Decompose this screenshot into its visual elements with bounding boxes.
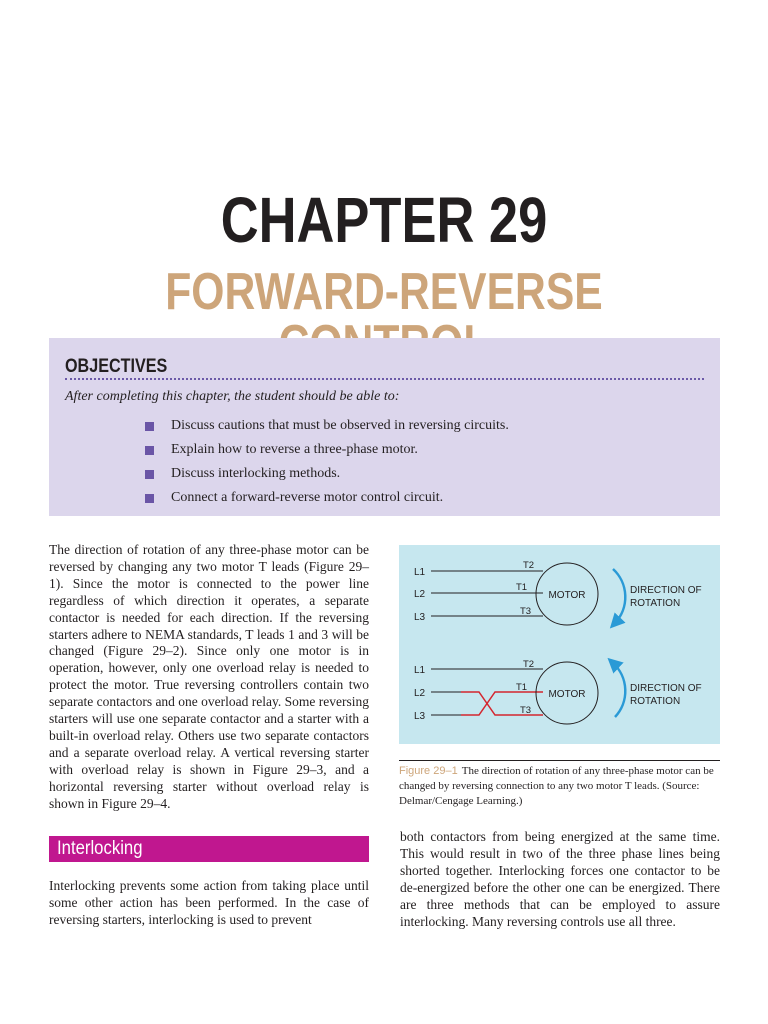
objectives-box	[49, 338, 720, 516]
line-label: L2	[414, 688, 426, 699]
rotation-arrow-icon	[613, 569, 625, 623]
rotation-arrow-icon	[613, 663, 625, 717]
direction-label: DIRECTION OF	[630, 683, 702, 694]
objective-text: Explain how to reverse a three-phase motor.	[171, 442, 418, 457]
direction-label: DIRECTION OF	[630, 585, 702, 596]
objective-item	[145, 462, 509, 486]
motor-label: MOTOR	[548, 590, 586, 601]
intro-paragraph: The direction of rotation of any three-phase motor can be reversed by changing any two motor T leads (Figure 29–1). Since the motor is connected to the power line regardless of which direction it operates, a separate contactor is needed for each direction. If the reversing starters adhere to NEMA standards, T leads 1 and 3 will be changed (Figure 29–2). Since only one motor is in operation, however, only one overload relay is needed to protect the motor. True reversing controllers contain two separate contactors and one overload relay. Some reversing starters will use one separate contactor and a starter with a built-in overload relay. Others use two separate contactors and a separate overload relay. A vertical reversing starter with overload relay is shown in Figure 29–3, and a horizontal reversing starter without overload relay is shown in Figure 29–4.	[49, 542, 369, 811]
square-bullet-icon	[145, 494, 154, 503]
figure-caption	[399, 764, 720, 809]
intro-column	[49, 542, 369, 813]
objective-text: Connect a forward-reverse motor control circuit.	[171, 490, 444, 505]
line-label: L1	[414, 665, 426, 676]
square-bullet-icon	[145, 446, 154, 455]
objective-item	[145, 414, 509, 438]
continuation-column	[400, 828, 720, 930]
objectives-intro: After completing this chapter, the student should be able to:	[65, 389, 400, 404]
section-heading-bar	[49, 836, 369, 862]
line-label: L2	[414, 589, 426, 600]
continuation-paragraph: both contactors from being energized at the same time. This would result in two of the three phase lines being shorted together. Interlocking forces one contactor to be de-energized before the other one can be energized. There are three methods that can be employed to assure interlocking. Many reversing controls use all three.	[400, 829, 720, 929]
objectives-heading: OBJECTIVES	[65, 356, 168, 377]
terminal-label: T1	[516, 582, 528, 593]
chapter-title: FORWARD-REVERSE	[165, 263, 603, 321]
figure-caption-text: The direction of rotation of any three-phase motor can be changed by reversing connection to any two motor T leads. (Source: Delmar/Cengage Learning.)	[399, 765, 714, 807]
square-bullet-icon	[145, 470, 154, 479]
objective-text: Discuss cautions that must be observed in reversing circuits.	[171, 418, 509, 433]
square-bullet-icon	[145, 422, 154, 431]
motor-rotation-diagram	[399, 545, 720, 744]
line-label: L3	[414, 612, 426, 623]
motor-label: MOTOR	[548, 689, 586, 700]
figure-rule	[399, 760, 720, 761]
objective-item	[145, 438, 509, 462]
interlocking-paragraph: Interlocking prevents some action from taking place until some other action has been performed. In the case of reversing starters, interlocking is used to prevent	[49, 878, 369, 927]
direction-label: ROTATION	[630, 696, 681, 707]
objective-item	[145, 486, 509, 510]
figure-label: Figure 29–1	[399, 765, 458, 777]
objective-text: Discuss interlocking methods.	[171, 466, 341, 481]
objectives-list	[145, 414, 509, 510]
figure-diagram	[399, 545, 720, 744]
section-heading: Interlocking	[57, 838, 143, 859]
direction-label: ROTATION	[630, 598, 681, 609]
line-label: L1	[414, 567, 426, 578]
line-label: L3	[414, 711, 426, 722]
bottom-diagram	[414, 659, 702, 724]
terminal-label: T2	[523, 560, 535, 571]
terminal-label: T3	[520, 705, 532, 716]
terminal-label: T2	[523, 659, 535, 670]
top-diagram	[414, 560, 702, 625]
chapter-number: CHAPTER 29	[220, 184, 548, 256]
interlocking-column	[49, 877, 369, 928]
terminal-label: T1	[516, 682, 528, 693]
terminal-label: T3	[520, 606, 532, 617]
objectives-divider	[65, 378, 704, 380]
